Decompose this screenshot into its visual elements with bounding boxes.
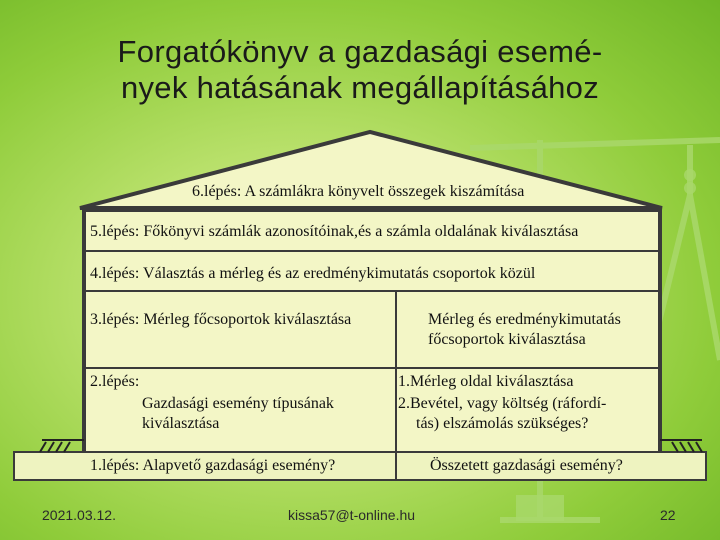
step-3-right-line-2: főcsoportok kiválasztása [428,331,586,348]
step-2-right-line-3: tás) elszámolás szükséges? [416,415,589,432]
step-2-heading: 2.lépés: [90,373,140,390]
step-4: 4.lépés: Választás a mérleg és az eredménykimutatás csoportok közül [90,265,536,282]
footer-page-number: 22 [660,507,676,523]
step-2-left-line-1: Gazdasági esemény típusának [142,395,334,412]
footer-date: 2021.03.12. [42,507,116,523]
step-5: 5.lépés: Főkönyvi számlák azonosítóinak,és a számla oldalának kiválasztása [90,223,579,240]
step-2-right-line-2: 2.Bevétel, vagy költség (ráfordí- [398,395,607,412]
title-line-1: Forgatókönyv a gazdasági esemé- [117,34,603,69]
step-1-left: 1.lépés: Alapvető gazdasági esemény? [90,457,336,474]
step-1-right: Összetett gazdasági esemény? [430,457,623,474]
footer-email: kissa57@t-online.hu [288,507,416,523]
step-6: 6.lépés: A számlákra könyvelt összegek kiszámítása [192,183,525,200]
title-line-2: nyek hatásának megállapításához [120,70,600,105]
step-3-right-line-1: Mérleg és eredménykimutatás [428,311,621,328]
step-3-left: 3.lépés: Mérleg főcsoportok kiválasztása [90,311,352,328]
ground-hatch-right [660,440,702,452]
step-2-right-line-1: 1.Mérleg oldal kiválasztása [398,373,574,390]
ground-hatch-left [40,440,84,452]
step-2-left-line-2: kiválasztása [142,415,220,432]
